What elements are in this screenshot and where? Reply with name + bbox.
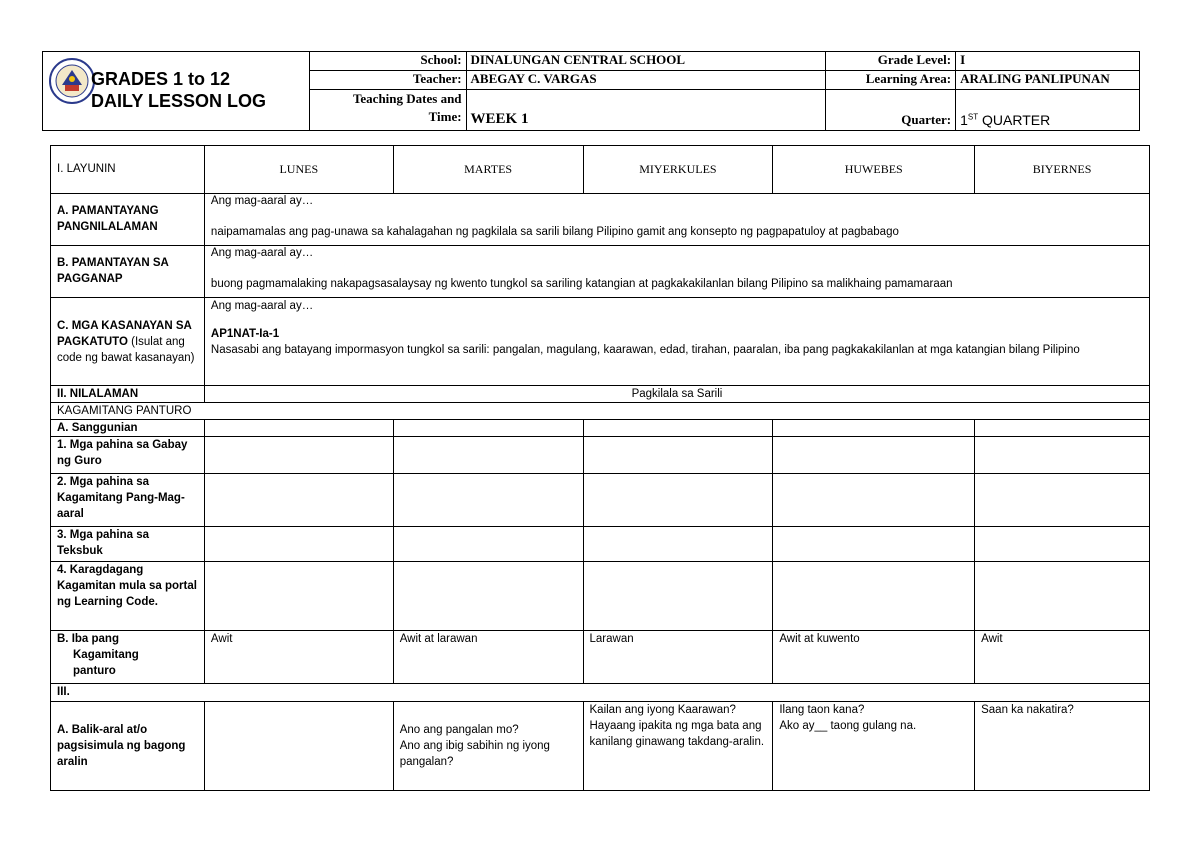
gabay-guro-label: 1. Mga pahina sa Gabay ng Guro xyxy=(51,437,205,474)
kasanayan-label-note: (Isulat ang code ng bawat kasanayan) xyxy=(57,335,195,364)
iba-biyernes: Awit xyxy=(975,631,1150,684)
learning-area-value: ARALING PANLIPUNAN xyxy=(956,71,1140,90)
iba-lunes: Awit xyxy=(204,631,393,684)
gabay-guro-cell xyxy=(204,437,393,474)
teaching-dates-label-line-1: Teaching Dates and xyxy=(352,91,462,106)
pang-mag-aaral-cell xyxy=(583,474,773,527)
quarter-label: Quarter: xyxy=(826,90,956,131)
iba-pang-kagamitan-label-line-1: B. Iba pang xyxy=(57,633,119,646)
gabay-guro-cell xyxy=(583,437,773,474)
sanggunian-cell xyxy=(204,420,393,437)
teksbuk-label: 3. Mga pahina sa Teksbuk xyxy=(51,526,205,562)
iba-pang-kagamitan-label-line-2: Kagamitang xyxy=(73,649,139,662)
karagdagang-kagamitan-cell xyxy=(393,562,583,631)
gabay-guro-cell xyxy=(393,437,583,474)
quarter-value xyxy=(956,90,1140,131)
teksbuk-cell xyxy=(583,526,773,562)
kasanayan-code: AP1NAT-Ia-1 xyxy=(210,328,280,341)
pang-mag-aaral-cell xyxy=(975,474,1150,527)
balik-aral-biyernes: Saan ka nakatira? xyxy=(975,701,1150,790)
kasanayan-intro: Ang mag-aaral ay… xyxy=(210,300,314,313)
sanggunian-label: A. Sanggunian xyxy=(51,420,205,437)
pang-mag-aaral-cell xyxy=(393,474,583,527)
kasanayan-label xyxy=(51,298,205,385)
pang-mag-aaral-cell xyxy=(204,474,393,527)
pamantayan-sa-pagganap-label: B. PAMANTAYAN SA PAGGANAP xyxy=(51,245,205,298)
quarter-number: 1 xyxy=(960,112,968,128)
iba-pang-kagamitan-label xyxy=(51,631,205,684)
karagdagang-kagamitan-label: 4. Karagdagang Kagamitan mula sa portal ng Learning Code. xyxy=(51,562,205,631)
balik-aral-label: A. Balik-aral at/o pagsisimula ng bagong aralin xyxy=(51,701,205,790)
nilalaman-label: II. NILALAMAN xyxy=(51,385,205,402)
sanggunian-cell xyxy=(975,420,1150,437)
iba-pang-kagamitan-label-line-3: panturo xyxy=(73,665,116,678)
sanggunian-cell xyxy=(393,420,583,437)
section-iii-heading: III. xyxy=(51,684,1150,701)
teksbuk-cell xyxy=(773,526,975,562)
teaching-dates-label xyxy=(309,90,466,131)
nilalaman-value: Pagkilala sa Sarili xyxy=(204,385,1149,402)
pamantayan-sa-pagganap-intro: Ang mag-aaral ay… xyxy=(210,246,314,259)
kasanayan-text: Nasasabi ang batayang impormasyon tungkol sa sarili: pangalan, magulang, kaarawan, edad, tirahan, paaralan, iba pang pagkakakilanlan at mga katangian bilang Pilipino xyxy=(210,344,1080,357)
sanggunian-cell xyxy=(583,420,773,437)
pamantayan-sa-pagganap-text: buong pagmamalaking nakapagsasalaysay ng kwento tungkol sa sariling katangian at pagkakakilanlan bilang Pilipino sa malikhaing pamamaraan xyxy=(210,277,953,290)
gabay-guro-cell xyxy=(975,437,1150,474)
karagdagang-kagamitan-cell xyxy=(583,562,773,631)
iba-martes: Awit at larawan xyxy=(393,631,583,684)
pamantayang-pangnilalaman-value xyxy=(204,193,1149,245)
day-miyerkules: MIYERKULES xyxy=(583,146,773,194)
header-table xyxy=(42,51,1140,131)
iba-huwebes: Awit at kuwento xyxy=(773,631,975,684)
teacher-value: ABEGAY C. VARGAS xyxy=(466,71,826,90)
grade-level-value: I xyxy=(956,52,1140,71)
lesson-log-table xyxy=(50,145,1150,791)
teksbuk-cell xyxy=(204,526,393,562)
pamantayang-pangnilalaman-label: A. PAMANTAYANG PANGNILALAMAN xyxy=(51,193,205,245)
title-line-1: GRADES 1 to 12 xyxy=(91,69,231,89)
balik-aral-lunes xyxy=(204,701,393,790)
teaching-dates-value: WEEK 1 xyxy=(466,90,826,131)
learning-area-label: Learning Area: xyxy=(826,71,956,90)
kagamitang-panturo-heading: KAGAMITANG PANTURO xyxy=(51,402,1150,419)
teksbuk-cell xyxy=(393,526,583,562)
day-huwebes: HUWEBES xyxy=(773,146,975,194)
karagdagang-kagamitan-cell xyxy=(204,562,393,631)
title-line-2: DAILY LESSON LOG xyxy=(91,91,267,111)
day-biyernes: BIYERNES xyxy=(975,146,1150,194)
teksbuk-cell xyxy=(975,526,1150,562)
balik-aral-martes: Ano ang pangalan mo? Ano ang ibig sabihin ng iyong pangalan? xyxy=(393,701,583,790)
quarter-word: QUARTER xyxy=(978,112,1051,128)
kasanayan-value xyxy=(204,298,1149,385)
teacher-label: Teacher: xyxy=(309,71,466,90)
kasanayan-label-bold: C. MGA KASANAYAN SA PAGKATUTO xyxy=(57,319,192,348)
grade-level-label: Grade Level: xyxy=(826,52,956,71)
school-value: DINALUNGAN CENTRAL SCHOOL xyxy=(466,52,826,71)
day-lunes: LUNES xyxy=(204,146,393,194)
deped-seal-icon xyxy=(49,58,95,104)
header-logo-cell xyxy=(43,52,310,131)
pamantayang-pangnilalaman-intro: Ang mag-aaral ay… xyxy=(210,194,314,207)
gabay-guro-cell xyxy=(773,437,975,474)
iba-miyerkules: Larawan xyxy=(583,631,773,684)
teaching-dates-label-line-2: Time: xyxy=(428,109,462,124)
quarter-suffix: ST xyxy=(967,112,979,122)
pamantayan-sa-pagganap-value xyxy=(204,245,1149,298)
layunin-heading: I. LAYUNIN xyxy=(51,146,205,194)
karagdagang-kagamitan-cell xyxy=(773,562,975,631)
school-label: School: xyxy=(309,52,466,71)
karagdagang-kagamitan-cell xyxy=(975,562,1150,631)
pamantayang-pangnilalaman-text: naipamamalas ang pag-unawa sa kahalagahan ng pagkilala sa sarili bilang Pilipino gamit ang konsepto ng pagpapatuloy at pagbabago xyxy=(210,225,899,238)
balik-aral-miyerkules: Kailan ang iyong Kaarawan? Hayaang ipakita ng mga bata ang kanilang ginawang takdang-aralin. xyxy=(583,701,773,790)
balik-aral-huwebes: Ilang taon kana? Ako ay__ taong gulang na. xyxy=(773,701,975,790)
pang-mag-aaral-label: 2. Mga pahina sa Kagamitang Pang-Mag-aaral xyxy=(51,474,205,527)
day-martes: MARTES xyxy=(393,146,583,194)
pang-mag-aaral-cell xyxy=(773,474,975,527)
sanggunian-cell xyxy=(773,420,975,437)
